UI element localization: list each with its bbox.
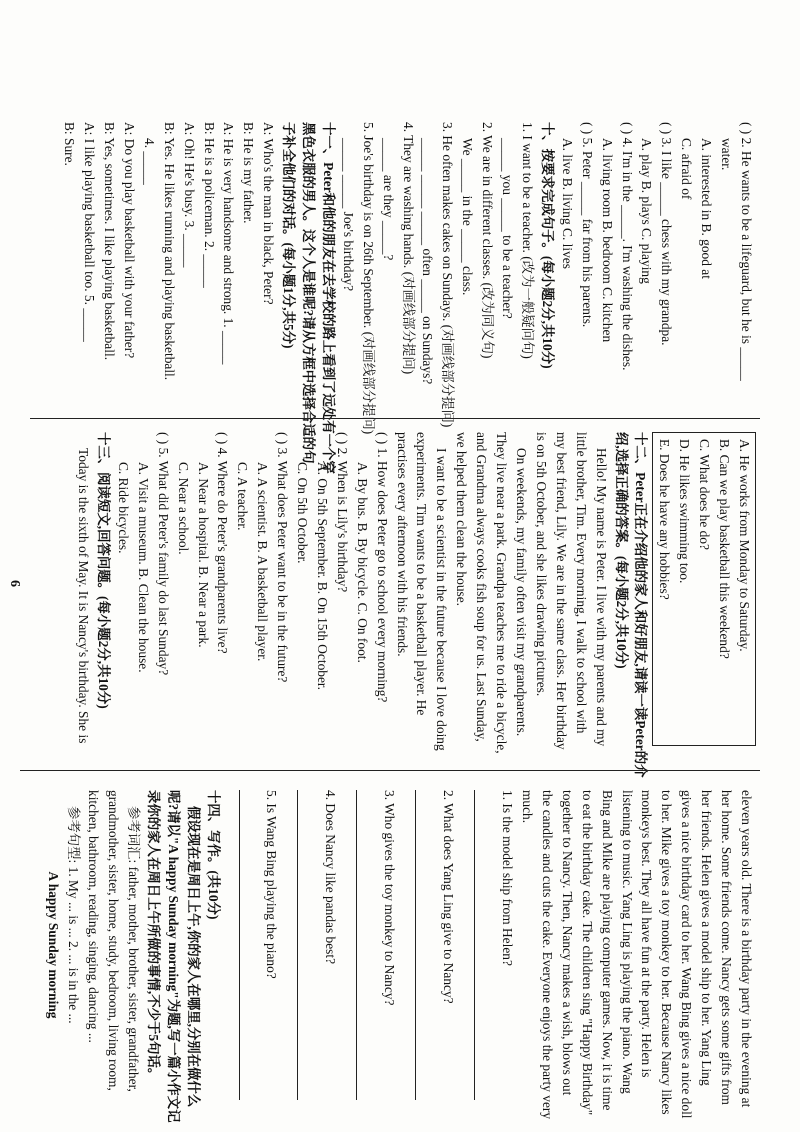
q2-option-c: C. afraid of (679, 138, 695, 200)
column-divider-1 (30, 418, 760, 419)
q2-continuation: water. (719, 138, 735, 171)
reading-question: ( ) 5. What did Peter's family do last Sunday? (155, 432, 171, 676)
passage-line: I want to be a scientist in the future because I love doing (434, 448, 450, 751)
rewrite-1-blank: _____ you _____ to be a teacher? (500, 138, 516, 319)
column-3 (43, 790, 756, 1123)
section-11-title-1: 十一、Peter和他的朋友在去学校的路上看到了远处有一个穿 (320, 122, 336, 474)
passage-2-line: her friends. Helen gives a model ship to her. Yang Ling (699, 790, 715, 1086)
q5-options: A. live B. living C. lives (559, 138, 575, 269)
reading-options: C. On 5th October. (295, 462, 311, 564)
passage-2-line: the candles and cuts the cake. Everyone enjoys the party very (539, 790, 555, 1120)
passage-line: little brother, Tim. Every morning, I walk to school with (573, 432, 589, 734)
reading-question: ( ) 3. What does Peter want to be in the future? (275, 432, 291, 683)
answer-line-3[interactable] (356, 790, 379, 1100)
passage-2-line: Bing and Mike are playing computer games. Now, it is time (599, 790, 615, 1111)
section-12-title-2: 绍,选择正确的答案。(每小题2分,共10分) (613, 432, 629, 669)
dialogue-line: A: I like playing basketball too. 5. _____ (82, 122, 98, 342)
box-option-b: B. Can we play basketball this weekend? (717, 439, 733, 659)
box-option-e: E. Does he have any hobbies? (657, 439, 673, 600)
rewrite-5-blank: _____ _____ Joe's birthday? (340, 138, 356, 292)
answer-line-2[interactable] (415, 790, 438, 1100)
dialogue-line: A: He is very handsome and strong. 1. _____ (221, 122, 237, 365)
q4-options: A. living room B. bedroom C. kitchen (599, 138, 615, 343)
q3-choice-line: ( ) 3. I like _____ chess with my grandpa. (659, 122, 675, 346)
writing-prompt-line: 假设现在是周日上午,你的家人在哪里,分别在做什么 (185, 806, 201, 1108)
dialogue-line: A: Who's the man in black, Peter? (261, 122, 277, 305)
passage-line: On weekends, my family often visit my grandparents. (514, 448, 530, 737)
section-12-title-1: 十二、Peter正在介绍他的家人和好朋友,请读一读Peter的介 (633, 432, 649, 778)
column-2 (73, 432, 756, 778)
passage-line: is on 5th October, and she likes drawing pictures. (533, 432, 549, 697)
answer-line-1[interactable] (474, 790, 497, 1100)
dialogue-line: B: Yes, sometimes. I like playing basketball. (102, 122, 117, 361)
passage-line: experiments. Tim wants to be a basketball player. He (414, 432, 430, 716)
rewrite-3-prompt: 3. He often makes cakes on Sundays. (对画线部分提问) (440, 122, 456, 428)
section-10-title: 十、按要求完成句子。(每小题2分,共10分) (539, 122, 555, 369)
box-option-c: C. What does he do? (697, 439, 713, 550)
passage-line: They live near a park. Grandpa teaches me to ride a bicycle, (494, 432, 510, 754)
answer-question-1: 1. Is the model ship from Helen? (500, 790, 516, 966)
writing-vocab-line: 参考词汇: father, mother, brother, sister, grandfather, (125, 806, 141, 1092)
rewrite-1-prompt: 1. I want to be a teacher. (改为一般疑问句) (520, 122, 536, 359)
rewrite-4-prompt: 4. They are washing hands. (对画线部分提问) (400, 122, 416, 375)
reading-options: A. A scientist. B. A basketball player. (255, 462, 271, 662)
q4-choice-line: ( ) 4. I'm in the _____. I'm washing the dishes. (619, 122, 635, 371)
reading-question: ( ) 4. Where do Peter's grandparents live? (215, 432, 231, 654)
dialogue-line: A: Do you play basketball with your father? (121, 122, 137, 359)
answer-line-5[interactable] (239, 790, 262, 1100)
writing-essay-title: A happy Sunday morning (46, 871, 62, 1019)
rewrite-5-prompt: 5. Joe's birthday is on 26th September. (对画线部分提问) (360, 122, 376, 435)
box-option-a: A. He works from Monday to Saturday. (737, 439, 752, 652)
writing-prompt-line: 呢?请以"A happy Sunday morning"为题,写一篇小作文记 (165, 790, 181, 1123)
reading-options: A. On 5th September. B. On 15th October. (314, 462, 330, 690)
passage-2-line: her home. Some friends come. Nancy gets some gifts from (719, 790, 735, 1105)
answer-line-4[interactable] (298, 790, 321, 1100)
reading-options: A. Visit a museum. B. Clean the house. (135, 462, 151, 673)
writing-pattern-line: 参考句型: 1. My ... is ... 2. ... is in the ... (66, 806, 82, 1024)
answer-question-4: 4. Does Nancy like pandas best? (323, 790, 339, 965)
rewrite-2-blank: We _____ in the _____ class. (460, 138, 476, 296)
answer-question-2: 2. What does Yang Ling give to Nancy? (441, 790, 457, 1004)
reading-options: C. Near a school. (175, 462, 191, 555)
passage-2-line: to her. Mike gives a toy monkey to her. Because Nancy likes (659, 790, 675, 1115)
dialogue-line: B: Yes. He likes running and playing basketball. (161, 122, 177, 381)
writing-prompt-line: 录你的家人在周日上午所做的事情,不少于5句话。 (145, 790, 161, 1082)
passage-line: we helped them clean the house. (454, 432, 470, 607)
section-11-title-2: 黑色衣服的男人。这个人是谁呢?请从方框中选择合适的句 (301, 122, 317, 464)
dialogue-options-box (652, 432, 756, 746)
section-11-title-3: 子补全他们的对话。(每小题1分,共5分) (281, 122, 297, 349)
rewrite-3-blank: _____ _____ _____ often _____ on Sundays? (420, 138, 436, 385)
reading-options: A. Near a hospital. B. Near a park. (195, 462, 211, 648)
reading-question: ( ) 1. How does Peter go to school every morning? (374, 432, 390, 703)
passage-line: and Grandma always cooks fish soup for us. Last Sunday, (474, 432, 490, 742)
rewrite-2-prompt: 2. We are in different classes. (改为同义句) (480, 122, 496, 359)
writing-vocab-line: kitchen, bathroom, reading, singing, dancing ... (86, 790, 102, 1043)
passage-2-line: monkeys best. They all have fun at the party. Helen is (639, 790, 655, 1078)
q3-options: A. play B. plays C. playing (639, 138, 655, 284)
reading-options: A. By bus. B. By bicycle. C. On foot. (354, 462, 370, 663)
section-14-title: 十四、写作。(共10分) (205, 790, 221, 920)
reading-options: C. Ride bicycles. (115, 462, 131, 554)
q2-options-ab: A. interested in B. good at (699, 138, 715, 279)
passage-2-line: listening to music. Yang Ling is playing the piano. Wang (619, 790, 635, 1094)
dialogue-line: A: Oh! He's busy. 3. _____ (181, 122, 197, 268)
answer-question-5: 5. Is Wang Bing playing the piano? (264, 790, 280, 979)
passage-2-line: much. (520, 790, 536, 824)
box-option-d: D. He likes swimming too. (677, 439, 693, 584)
page-number: 6 (7, 580, 22, 587)
dialogue-line: B: Sure. (62, 122, 78, 166)
passage-line: Hello! My name is Peter. I live with my parents and my (593, 448, 609, 747)
writing-vocab-line: grandmother, sister, home, study, bedroom, living room, (106, 790, 122, 1091)
passage-2-line: eleven years old. There is a birthday party in the evening at (739, 790, 754, 1108)
passage-line: practises every afternoon with his friends. (394, 432, 410, 657)
dialogue-line: B: He is my father. (241, 122, 257, 224)
rewrite-4-blank: _____ are they _____? (380, 138, 396, 261)
passage-line: my best friend, Lily. We are in the same class. Her birthday (553, 432, 569, 750)
q2-choice-line: ( ) 2. He wants to be a lifeguard, but he is _____ (739, 122, 754, 381)
passage-2-line: gives a nice birthday card to her. Wang Bing gives a nice doll (679, 790, 695, 1119)
answer-question-3: 3. Who gives the toy monkey to Nancy? (382, 790, 398, 1006)
passage-2-line: to eat the birthday cake. The children sing "Happy Birthday" (579, 790, 595, 1116)
column-1 (59, 122, 756, 474)
section-13-title: 十三、阅读短文,回答问题。(每小题2分,共10分) (96, 432, 111, 709)
column-divider-2 (20, 770, 760, 771)
reading-question: ( ) 2. When is Lily's birthday? (334, 432, 350, 593)
q5-choice-line: ( ) 5. Peter _____ far from his parents. (579, 122, 595, 328)
dialogue-line: 4. _____ (141, 138, 157, 185)
dialogue-line: B: He is a policeman. 2. _____ (201, 122, 217, 288)
passage-2-start: Today is the sixth of May. It is Nancy's birthday. She is (76, 448, 92, 744)
reading-options: C. A teacher. (235, 462, 251, 531)
passage-2-line: together to Nancy. Then, Nancy makes a wish, blows out (559, 790, 575, 1096)
